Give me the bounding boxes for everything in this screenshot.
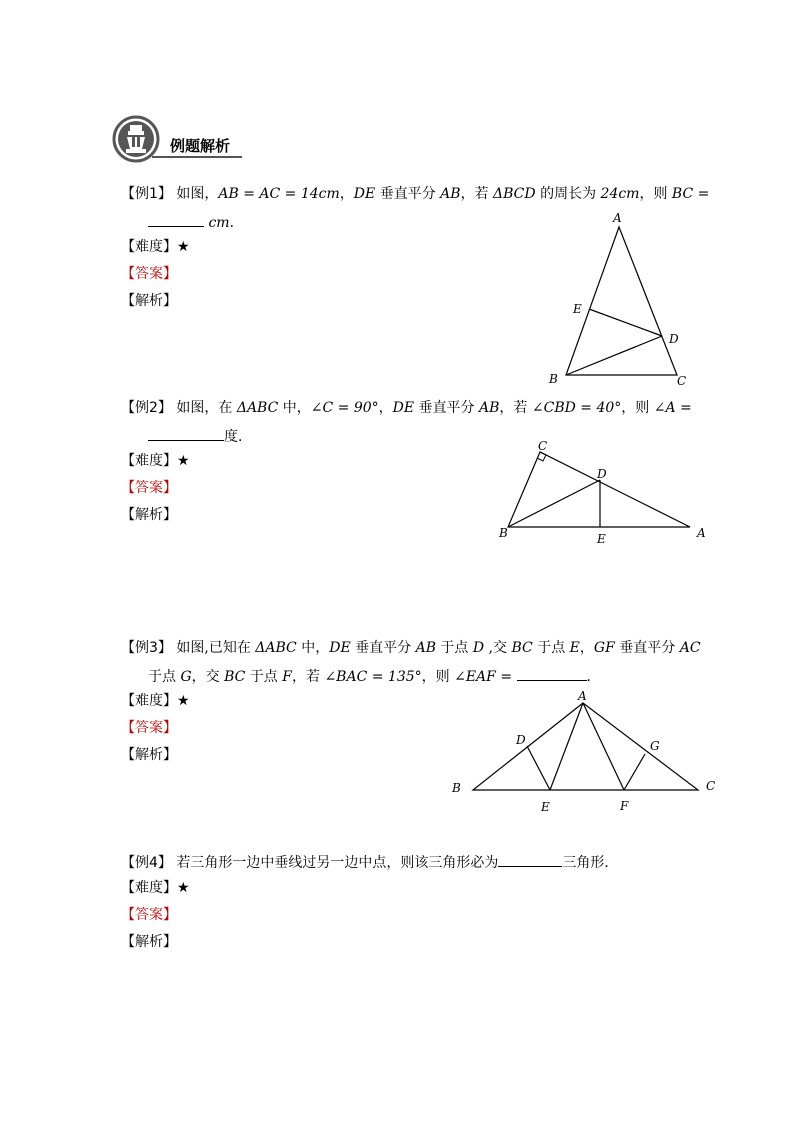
ex1-question-line1: 【例1】 如图，AB = AC = 14cm，DE 垂直平分 AB，若 ΔBCD 的周长为 24cm，则 BC = [121,186,710,202]
ex3-label-F: F [620,799,629,813]
ex1-label-B: B [549,372,558,386]
ex4-question: 【例4】 若三角形一边中垂线过另一边中点，则该三角形必为 三角形． [121,852,618,872]
ex3-label-B: B [452,781,461,795]
ex2-figure [490,435,720,550]
ex3-label-D: D [516,733,526,747]
ex1-answer-blank [148,212,204,227]
ex2-analysis-label: 【解析】 [121,507,177,523]
ex1-label-E: E [573,302,582,316]
ex2-label-D: D [597,467,607,481]
ex2-answer-blank [148,426,224,441]
ex4-tag: 【例4】 [121,855,172,871]
ex1-answer-label: 【答案】 [121,266,177,282]
ex3-question-line1: 【例3】 如图,已知在 ΔABC 中，DE 垂直平分 AB 于点 D ,交 BC 于点 E，GF 垂直平分 AC [121,640,701,656]
ex3-difficulty: 【难度】★ [121,693,190,709]
ex2-label-B: B [499,526,508,540]
ex2-label-E: E [597,532,606,546]
ex1-figure [540,205,700,390]
ex1-label-A: A [613,211,622,225]
ex3-label-E: E [541,800,550,814]
star-icon: ★ [177,880,190,896]
section-header [112,115,244,163]
ex3-analysis-label: 【解析】 [121,747,177,763]
ex3-label-C: C [706,779,716,793]
star-icon: ★ [177,239,190,255]
ex4-analysis-label: 【解析】 [121,934,177,950]
section-title: 例题解析 [170,137,231,155]
ex1-analysis-label: 【解析】 [121,293,177,309]
ex2-tag: 【例2】 [121,400,172,416]
ex2-question-line2: 度． [148,426,252,446]
ex1-question-line2: cm． [148,212,244,232]
ex3-label-A: A [578,690,587,703]
ex4-difficulty: 【难度】★ [121,880,190,896]
ex3-answer-blank [517,666,587,681]
ex2-question-line1: 【例2】 如图，在 ΔABC 中，∠C = 90°，DE 垂直平分 AB，若 ∠CBD = 40°，则 ∠A = [121,400,692,416]
ex4-answer-label: 【答案】 [121,907,177,923]
ex1-label-C: C [677,374,687,388]
ex1-difficulty: 【难度】★ [121,239,190,255]
ex2-answer-label: 【答案】 [121,480,177,496]
ex1-tag: 【例1】 [121,186,172,202]
ex1-label-D: D [669,332,679,346]
ex3-figure [440,690,730,820]
star-icon: ★ [177,453,190,469]
ex2-label-A: A [697,526,706,540]
ex3-label-G: G [650,739,660,753]
ex2-difficulty: 【难度】★ [121,453,190,469]
star-icon: ★ [177,693,190,709]
ex3-answer-label: 【答案】 [121,720,177,736]
ex3-question-line2: 于点 G，交 BC 于点 F，若 ∠BAC = 135°，则 ∠EAF = ． [148,666,601,686]
ex2-label-C: C [538,439,548,453]
ex4-answer-blank [498,852,562,867]
ex3-tag: 【例3】 [121,640,172,656]
